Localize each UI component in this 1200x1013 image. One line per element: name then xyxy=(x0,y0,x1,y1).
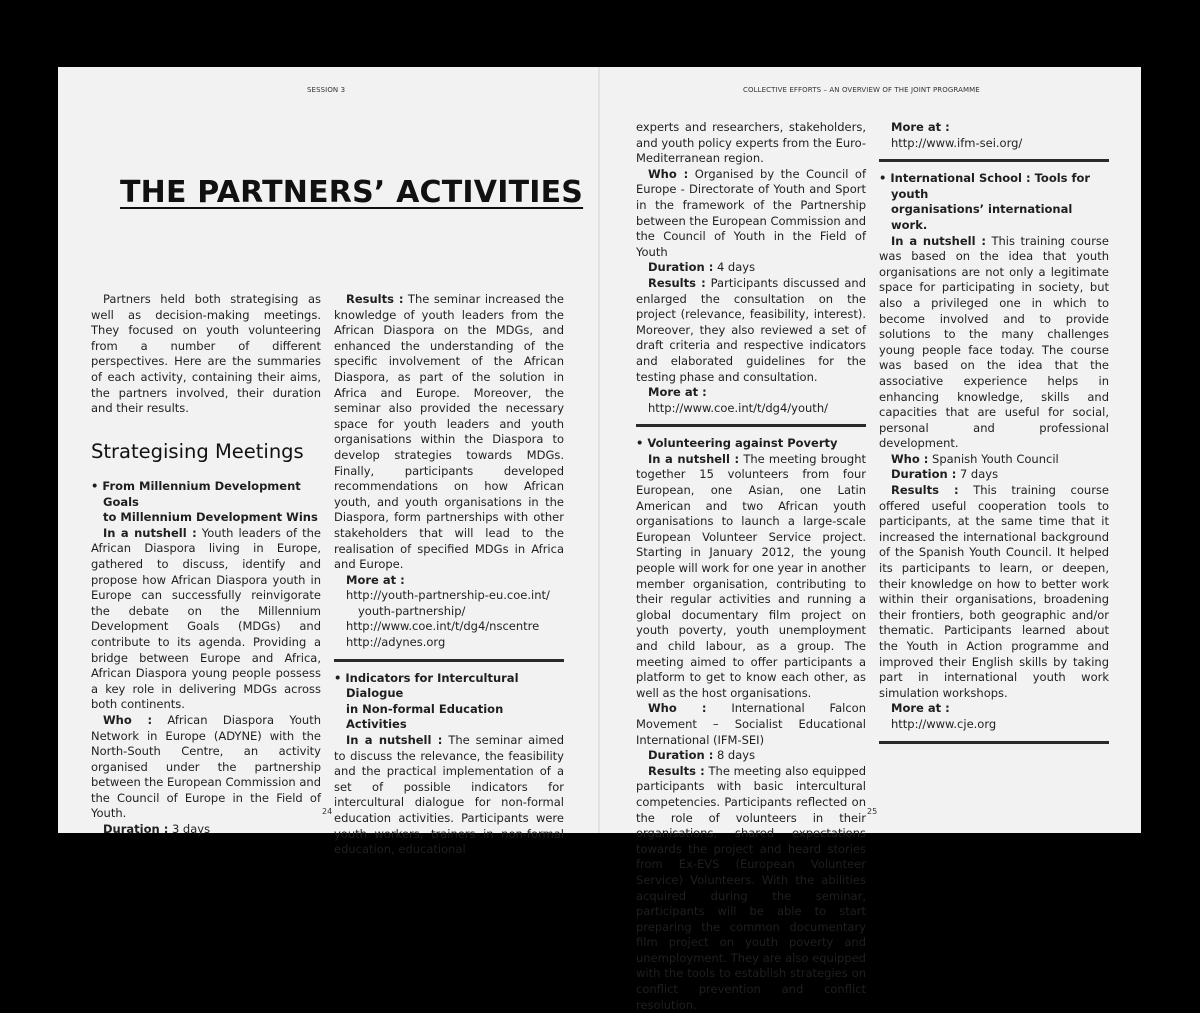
link-ifm-sei[interactable]: http://www.ifm-sei.org/ xyxy=(891,135,1023,150)
left-column xyxy=(91,292,321,417)
running-head: SESSION 3 xyxy=(307,86,346,94)
activity-title: • Volunteering against Poverty xyxy=(636,436,838,451)
intro-paragraph: Partners held both strategising as well as decision-making meetings. They focused on youth volunteering from a number of different perspectives. Here are the summaries of each activity, containing their aims, the partners involved, their duration and their results. xyxy=(91,292,321,416)
activity-title: • From Millennium Development Goals to Millennium Development Wins xyxy=(91,479,318,525)
duration-field: Duration : 3 days xyxy=(103,822,211,837)
duration-field: Duration : 4 days xyxy=(648,260,756,275)
activity-title: • Indicators for Intercultural Dialogue in Non-formal Education Activities xyxy=(334,670,519,732)
book-spread xyxy=(58,67,1141,1012)
continued-text: experts and researchers, stakeholders, and youth policy experts from the Euro-Mediterranean region. xyxy=(636,120,866,166)
nutshell-field: In a nutshell : The seminar aimed to discuss the relevance, the feasibility and the practical implementation of a set of possible indicators for intercultural dialogue for non-formal education activities. Participants were youth workers, trainers in non-formal education, educational xyxy=(334,733,564,857)
more-at-label: More at : xyxy=(648,385,707,400)
more-at-label: More at : xyxy=(891,701,950,716)
results-field: Results : Participants discussed and enlarged the consultation on the project (relevance, feasibility, interest). Moreover, they also reviewed a set of draft criteria and respective indicators and elaborated guidelines for the testing phase and consultation. xyxy=(636,275,866,384)
results-field: Results : The seminar increased the knowledge of youth leaders from the African Diaspora on the MDGs, and enhanced the understanding of the specific involvement of the African Diaspora, as part of the solution in Africa and Europe. Moreover, the seminar also provided the necessary space for youth leaders and youth organisations within the Diaspora to develop strategies towards MDGs. Finally, participants developed recommendations on how African youth, and youth organisations in the Diaspora, form partnerships with other stakeholders that will lead to the realisation of specified MDGs in Africa and Europe. xyxy=(334,292,564,572)
who-field: Who : Organised by the Council of Europe - Directorate of Youth and Sport in the framework of the Partnership between the European Commission and the Council of Youth in the Field of Youth xyxy=(636,166,866,259)
more-at-label: More at : xyxy=(346,572,405,587)
right-page xyxy=(599,67,1141,1012)
activity-title: • International School : Tools for youth organisations’ international work. xyxy=(879,171,1091,232)
who-field: Who : Spanish Youth Council xyxy=(891,451,1059,466)
link-coe-nscentre[interactable]: http://www.coe.int/t/dg4/nscentre xyxy=(346,619,540,634)
page-number: 24 xyxy=(322,807,333,816)
link-coe-youth[interactable]: http://www.coe.int/t/dg4/youth/ xyxy=(648,400,828,415)
who-field: Who : International Falcon Movement – Socialist Educational International (IFM-SEI) xyxy=(636,701,866,747)
page-title: THE PARTNERS’ ACTIVITIES xyxy=(120,175,584,210)
divider xyxy=(636,424,866,427)
divider xyxy=(334,659,564,662)
right-column-2 xyxy=(879,120,1109,753)
section-heading: Strategising Meetings xyxy=(91,440,304,463)
nutshell-field: In a nutshell : The meeting brought together 15 volunteers from four European, one Asian, one Latin American and two African youth organisations to launch a large-scale European Volunteer Service project. Starting in January 2012, the young people will work for one year in another member organisation, contributing to their regular activities and running a global documentary film project on youth poverty, youth unemployment and child labour, as a group. The meeting aimed to offer participants a platform to get to know each other, as well as the host organisations. xyxy=(636,451,866,700)
divider xyxy=(879,741,1109,744)
nutshell-field: In a nutshell : This training course was based on the idea that youth organisations are not only a legitimate space for participating in society, but also a privileged one in which to become involved and to provide solutions to the many challenges young people face today. The course was based on the idea that the associative experience helps in enhancing knowledge, skills and capacities that are useful for social, personal and professional development. xyxy=(879,233,1109,451)
results-field: Results : The meeting also equipped participants with basic intercultural competencies. Participants reflected on the role of volunteers in their organisations, shared expectations towards the project and heard stories from Ex-EVS (European Volunteer Service) Volunteers. With the abilities acquired during the seminar, participants will be able to start preparing the common documentary film project on youth poverty and unemployment. They are also equipped with the tools to establish strategies on conflict prevention and conflict resolution. xyxy=(636,763,867,1012)
right-column-1 xyxy=(636,120,866,1013)
left-page xyxy=(58,67,599,857)
divider xyxy=(879,159,1109,162)
duration-field: Duration : 7 days xyxy=(891,467,999,482)
nutshell-field: In a nutshell : Youth leaders of the African Diaspora living in Europe, gathered to discuss, identify and propose how African Diaspora youth in Europe can successfully reinvigorate the debate on the Millennium Development Goals (MDGs) and contribute to its agenda. Providing a bridge between Europe and Africa, African Diaspora young people possess a key role in delivering MDGs across both continents. xyxy=(91,525,321,712)
running-head: COLLECTIVE EFFORTS – AN OVERVIEW OF THE JOINT PROGRAMME xyxy=(743,86,980,94)
activity-mdg xyxy=(91,479,321,838)
results-field: Results : This training course offered useful cooperation tools to participants, at the same time that it increased the international background of the Spanish Youth Council. It helped its participants to learn, or deepen, their knowledge on how to better work within their organisations, broadening their frontiers, both geographic and/or thematic. Participants learned about the Youth in Action programme and improved their English skills by taking part in international youth work simulation workshops. xyxy=(879,483,1109,700)
link-youth-partnership[interactable]: http://youth-partnership-eu.coe.int/ youth-partnership/ xyxy=(346,588,550,618)
duration-field: Duration : 8 days xyxy=(648,748,756,763)
link-adynes[interactable]: http://adynes.org xyxy=(346,635,446,650)
middle-column xyxy=(334,292,564,858)
link-cje[interactable]: http://www.cje.org xyxy=(891,716,997,731)
who-field: Who : African Diaspora Youth Network in Europe (ADYNE) with the North-South Centre, an activity organised under the partnership between the European Commission and the Council of Europe in the Field of Youth. xyxy=(91,712,321,821)
page-number: 25 xyxy=(867,807,878,816)
more-at-label: More at : xyxy=(891,120,950,134)
